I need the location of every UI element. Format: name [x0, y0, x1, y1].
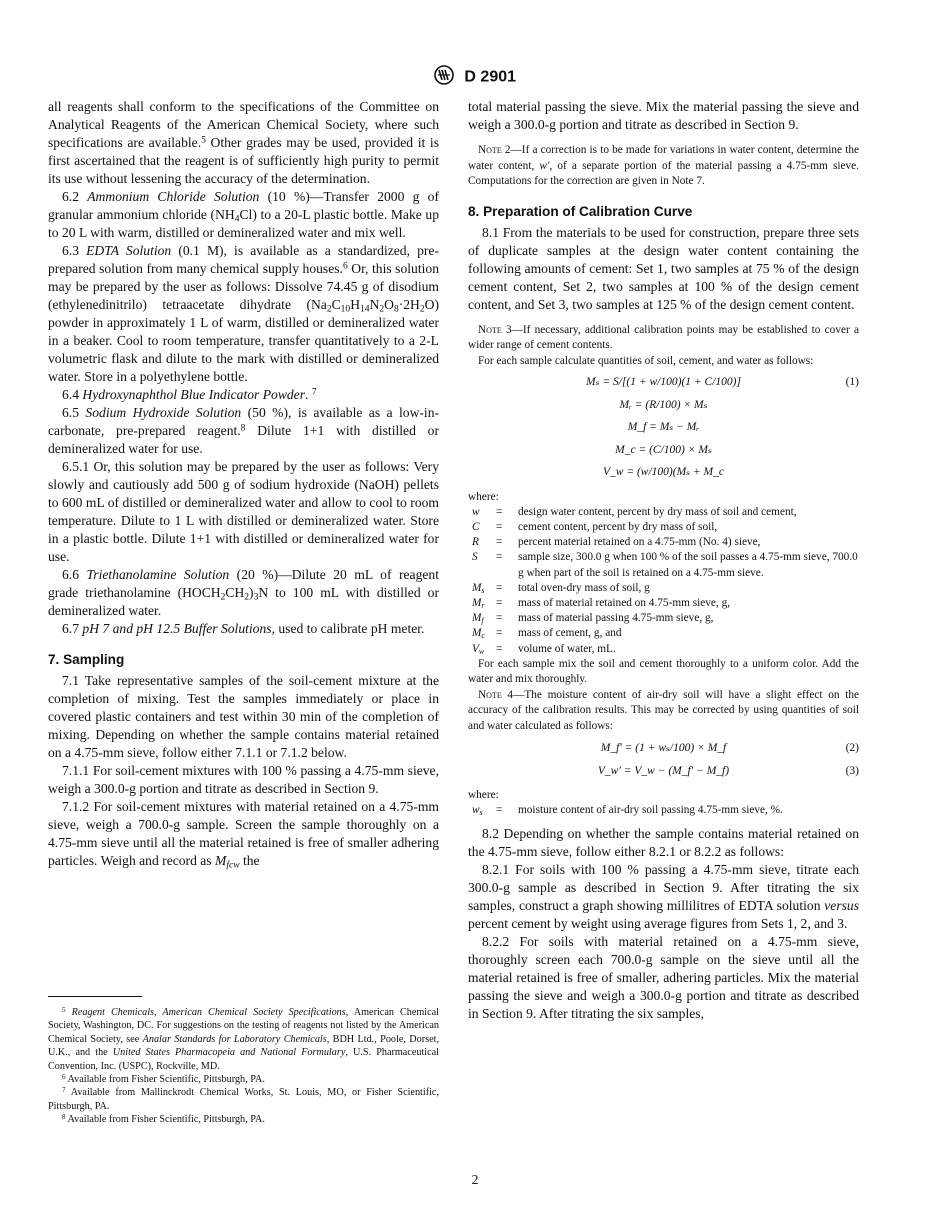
definition-row	[468, 550, 859, 580]
equals-sign: =	[496, 551, 503, 564]
footnotes	[48, 1006, 439, 1127]
footnote-5: $^5$ Reagent Chemicals, American Chemical Society Specifications, American Chemical Society, Washington, DC. For suggestions on the testing of reagents not listed by the American Chemical Society, see Analar Standards for Laboratory Chemicals, BDH Ltd., Poole, Dorset, U.K., and the United States Pharmacopeia and National Formulary, U.S. Pharmaceutical Convention, Inc. (USPC), Rockville, MD.	[48, 1005, 440, 1072]
definition-row	[468, 626, 859, 641]
heading-sampling: 7. Sampling	[48, 652, 125, 667]
equals-sign: =	[496, 596, 503, 609]
equation-mc: M_c = (C/100) × Mₛ	[615, 443, 712, 456]
definition-symbol: $M_f$	[472, 612, 484, 626]
definition-row	[468, 535, 859, 550]
section-6-2: 6.2 Ammonium Chloride Solution (10 %)—Transfer 2000 g of granular ammonium chloride $(NH_4Cl)$ to a 20-L plastic bottle. Make up to 20 L with warm, distilled or demineralized water and mix well.	[48, 189, 440, 240]
equals-sign: =	[496, 505, 503, 518]
definition-symbol: R	[472, 536, 479, 549]
definition-ws: moisture content of air-dry soil passing 4.75-mm sieve, %.	[518, 804, 783, 817]
moisture-definition	[468, 803, 859, 818]
section-8-1: 8.1 From the materials to be used for construction, prepare three sets of duplicate samples at the design water content containing the following amounts of cement: Set 1, two samples at 75 % of the design cement content, Set 2, two samples at 100 % of the design cement content, and Set 3, two samples at 125 % of the design cement content.	[468, 224, 859, 312]
page-header	[0, 64, 950, 91]
paragraph-reagents: all reagents shall conform to the specifications of the Committee on Analytical Reagents of the American Chemical Society, where such specifications are available.$^5$ Other grades may be used, provided it is first ascertained that the reagent is of sufficiently high purity to permit its use without lessening the accuracy of the determination.	[48, 99, 439, 186]
equation-3-number: (3)	[845, 764, 859, 777]
section-6-5: 6.5 Sodium Hydroxide Solution (50 %), is available as a low-in-carbonate, pre-prepared reagent.$^8$ Dilute 1+1 with distilled or demineralized water for use.	[48, 405, 440, 456]
equals-sign: =	[496, 642, 503, 655]
equation-vw: V_w = (w/100)(Mₛ + M_c	[603, 466, 724, 478]
definition-text: mass of material retained on 4.75-mm sieve, g,	[518, 596, 731, 609]
equals-sign: =	[496, 581, 503, 594]
standard-designation: D 2901	[464, 68, 517, 86]
equation-mr: Mᵣ = (R/100) × Mₛ	[619, 398, 708, 411]
equals-sign: =	[496, 627, 503, 640]
symbol-ws: $w_s$	[472, 804, 483, 818]
footnote-7: $^7$ Available from Mallinckrodt Chemical Works, St. Louis, MO, or Fisher Scientific, Pittsburgh, PA.	[48, 1086, 439, 1112]
equation-1: Mₛ = S/[(1 + w/100)(1 + C/100)]	[586, 376, 741, 388]
section-8-2-2: 8.2.2 For soils with material retained on a 4.75-mm sieve, thoroughly screen each 700.0-g sample on the sieve until all the material retained is free of smaller, adhering particles. Mix the material passing the sieve and weigh a 300.0-g portion and titrate as described in Section 9. After titrating the six samples,	[468, 933, 859, 1021]
equation-1-number: (1)	[845, 376, 859, 388]
equals-sign: =	[496, 804, 503, 817]
definition-text: mass of material passing 4.75-mm sieve, g,	[518, 612, 714, 625]
definition-text: cement content, percent by dry mass of soil,	[518, 520, 718, 533]
page-number: 2	[471, 1172, 479, 1187]
section-8-2-1: 8.2.1 For soils with 100 % passing a 4.75-mm sieve, titrate each 300.0-g sample as described in Section 9. After titrating the six samples, construct a graph showing millilitres of EDTA solution versus percent cement by weight using average figures from Sets 1, 2, and 3.	[468, 861, 859, 931]
mix-instructions: For each sample mix the soil and cement thoroughly to a uniform color. Add the water and mix thoroughly.	[468, 657, 859, 686]
variable-definitions	[468, 505, 859, 657]
astm-logo-icon	[434, 64, 454, 91]
section-7-1-2: 7.1.2 For soil-cement mixtures with material retained on a 4.75-mm sieve, weigh a 700.0-g sample. Screen the sample thoroughly on a 4.75-mm sieve until all the material retained is free of smaller adhering particles. Weigh and record as $M_{fcw}$ the	[48, 799, 439, 871]
definition-text: total oven-dry mass of soil, g	[518, 581, 650, 594]
equals-sign: =	[496, 520, 503, 533]
left-column	[48, 98, 439, 870]
equals-sign: =	[496, 612, 503, 625]
section-6-3: 6.3 EDTA Solution (0.1 M), is available as a standardized, pre-prepared solution from many chemical supply houses.$^6$ Or, this solution may be prepared by the user as follows: Dissolve 74.45 g of disodium (ethylenedinitrilo) tetraacetate dihydrate $(Na_2C_{10}H_{14}N_2O_8\cdot 2H_2O)$ powder in approximately 1 L of warm, distilled or demineralized water in a beaker. Cool to room temperature, transfer quantitatively to a 2-L volumetric flask and dilute to the mark with distilled or demineralized water. Store in a polyethylene bottle.	[48, 243, 439, 384]
footnote-8: $^8$ Available from Fisher Scientific, Pittsburgh, PA.	[62, 1113, 265, 1126]
equations-block-1	[468, 371, 859, 484]
equation-3: V_w′ = V_w − (M_f′ − M_f)	[597, 764, 730, 777]
definition-row	[468, 611, 859, 626]
definition-text: sample size, 300.0 g when 100 % of the soil passes a 4.75-mm sieve, 700.0 g when part of the soil is retained on a 4.75-mm sieve.	[518, 551, 858, 579]
equation-2: M_f′ = (1 + wₛ/100) × M_f	[600, 742, 727, 755]
footnote-rule	[48, 996, 142, 997]
for-each-sample-text: For each sample calculate quantities of soil, cement, and water as follows:	[478, 354, 814, 367]
definition-symbol: $V_w$	[472, 642, 485, 656]
definition-text: design water content, percent by dry mass of soil and cement,	[518, 505, 797, 518]
definition-symbol: w	[472, 505, 480, 518]
where-label-2: where:	[468, 789, 499, 802]
section-6-6: 6.6 Triethanolamine Solution (20 %)—Dilute 20 mL of reagent grade triethanolamine $(HOCH_2CH_2)_3N$ to 100 mL with distilled or demineralized water.	[48, 567, 439, 618]
definition-symbol: $M_s$	[472, 581, 485, 595]
section-6-4: 6.4 Hydroxynaphthol Blue Indicator Powder. $^7$	[62, 387, 317, 402]
definition-symbol: S	[472, 551, 478, 564]
heading-calibration-curve: 8. Preparation of Calibration Curve	[468, 203, 693, 219]
section-7-1: 7.1 Take representative samples of the soil-cement mixture at the completion of mixing. Test the samples immediately or place in covered plastic containers and test within 30 min of the completion of mixing. Depending on whether the sample contains material retained on a 4.75-mm sieve, follow either 7.1.1 or 7.1.2 below.	[48, 673, 439, 760]
definition-symbol: $M_c$	[472, 627, 485, 641]
section-6-5-1: 6.5.1 Or, this solution may be prepared by the user as follows: Very slowly and cautiously add 500 g of sodium hydroxide (NaOH) pellets to 600 mL of distilled or demineralized water and allow to cool to room temperature. Dilute to 1 L with distilled or demineralized water. Store in a plastic bottle. Dilute 1+1 with distilled or demineralized water for use.	[48, 459, 439, 564]
definition-symbol: $M_r$	[472, 596, 485, 610]
definition-symbol: C	[472, 520, 480, 533]
definition-text: mass of cement, g, and	[518, 627, 622, 640]
equation-2-number: (2)	[845, 742, 859, 755]
where-label: where:	[468, 490, 499, 503]
footnote-6: $^6$ Available from Fisher Scientific, Pittsburgh, PA.	[62, 1072, 265, 1086]
right-column	[468, 98, 859, 1023]
section-8-2: 8.2 Depending on whether the sample contains material retained on the 4.75-mm sieve, follow either 8.2.1 or 8.2.2 as follows:	[468, 825, 859, 859]
definition-row	[468, 505, 859, 520]
note-3: Note 3—If necessary, additional calibration points may be established to cover a wider range of cement contents.	[468, 323, 859, 351]
paragraph-continued: total material passing the sieve. Mix the material passing the sieve and weigh a 300.0-g portion and titrate as described in Section 9.	[468, 99, 859, 132]
equals-sign: =	[496, 536, 503, 549]
definition-row	[468, 596, 859, 611]
definition-row	[468, 520, 859, 535]
definition-text: percent material retained on a 4.75-mm (No. 4) sieve,	[518, 536, 761, 549]
equations-block-2	[468, 737, 859, 782]
definition-text: volume of water, mL.	[518, 642, 616, 655]
equation-mf: M_f = Mₛ − Mᵣ	[627, 421, 700, 433]
definition-row	[468, 642, 859, 657]
note-2: Note 2—If a correction is to be made for variations in water content, determine the water content, w′, of a separate portion of the material passing a 4.75-mm sieve. Computations for the correction are given in Note 7.	[468, 144, 859, 187]
definition-row	[468, 581, 859, 596]
section-7-1-1: 7.1.1 For soil-cement mixtures with 100 % passing a 4.75-mm sieve, weigh a 300.0-g portion and titrate as described in Section 9.	[48, 763, 439, 796]
section-6-7: 6.7 pH 7 and pH 12.5 Buffer Solutions, used to calibrate pH meter.	[62, 621, 425, 636]
note-4: Note 4—The moisture content of air-dry soil will have a slight effect on the accuracy of the calibration results. This may be corrected by using quantities of soil and water calculated as follows:	[468, 688, 859, 732]
